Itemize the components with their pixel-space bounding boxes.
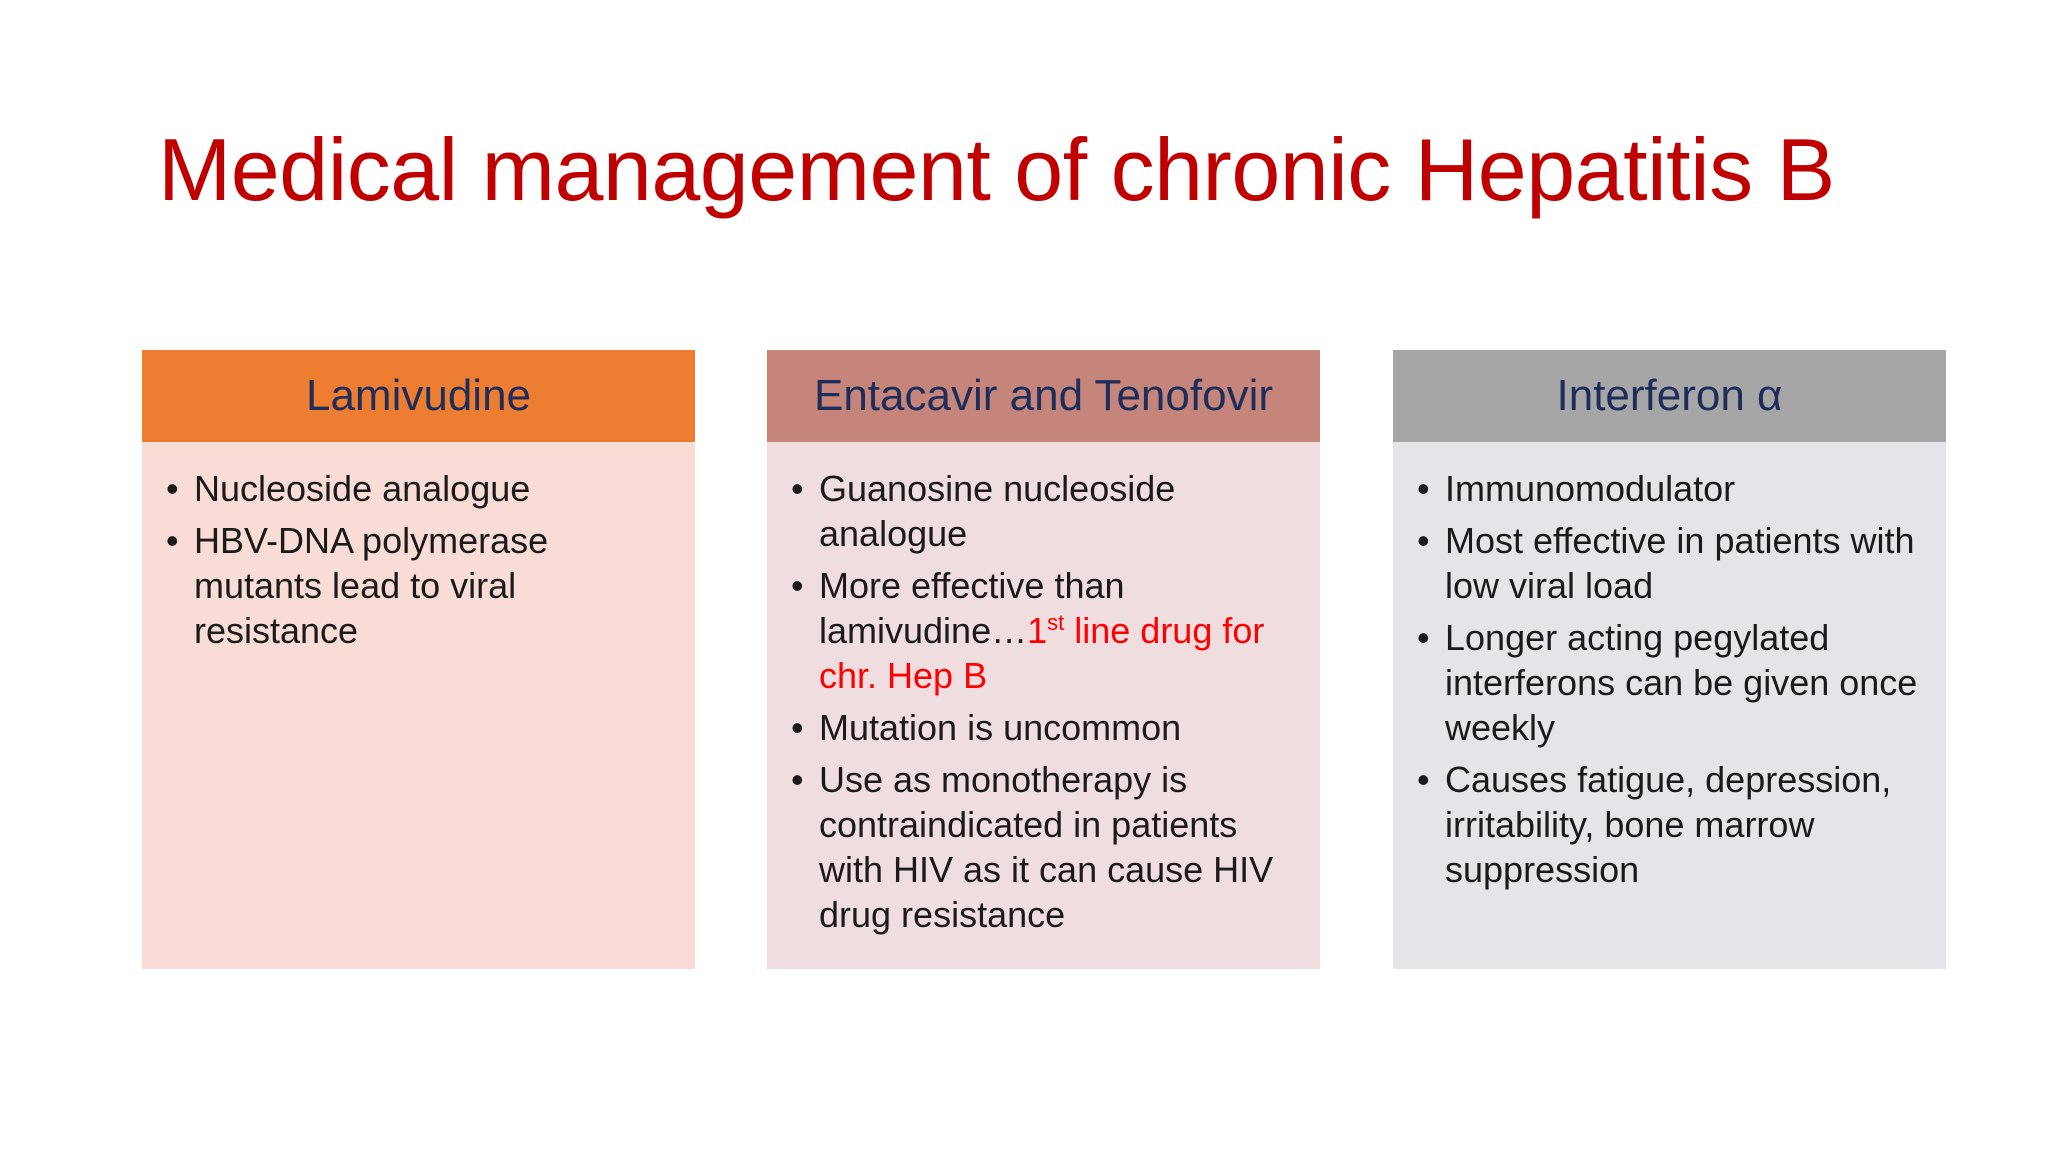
bullet-text: More effective than lamivudine… (819, 565, 1125, 651)
bullet-list (164, 466, 669, 653)
column-heading: Interferon α (1393, 350, 1946, 442)
column-entacavir-tenofovir (767, 350, 1320, 969)
bullet-dot-icon: • (1417, 759, 1430, 800)
bullet-item (789, 705, 1294, 750)
bullet-text: Causes fatigue, depression, irritability, bone marrow suppression (1445, 759, 1892, 890)
bullet-dot-icon: • (1417, 468, 1430, 509)
bullet-item (1415, 757, 1920, 892)
bullet-text: Use as monotherapy is contraindicated in patients with HIV as it can cause HIV drug resistance (819, 759, 1274, 935)
bullet-text: Immunomodulator (1445, 468, 1736, 509)
slide-title: Medical management of chronic Hepatitis B (158, 120, 1835, 219)
bullet-text: Most effective in patients with low viral load (1445, 520, 1915, 606)
bullet-list (1415, 466, 1920, 892)
column-interferon-alpha (1393, 350, 1946, 969)
bullet-text: Nucleoside analogue (194, 468, 531, 509)
highlighted-text: st (1047, 610, 1065, 635)
bullet-item (164, 466, 669, 511)
bullet-dot-icon: • (791, 468, 804, 509)
bullet-item (789, 563, 1294, 698)
column-heading: Entacavir and Tenofovir (767, 350, 1320, 442)
bullet-item (1415, 518, 1920, 608)
bullet-dot-icon: • (166, 468, 179, 509)
bullet-item (789, 757, 1294, 937)
column-body (142, 442, 695, 969)
bullet-text: HBV-DNA polymerase mutants lead to viral resistance (194, 520, 549, 651)
column-heading: Lamivudine (142, 350, 695, 442)
bullet-text: Longer acting pegylated interferons can be given once weekly (1445, 617, 1918, 748)
bullet-text: Mutation is uncommon (819, 707, 1182, 748)
bullet-dot-icon: • (791, 759, 804, 800)
bullet-dot-icon: • (166, 520, 179, 561)
bullet-dot-icon: • (791, 565, 804, 606)
column-body (1393, 442, 1946, 969)
highlighted-text: line drug for chr. Hep B (819, 610, 1265, 696)
bullet-dot-icon: • (791, 707, 804, 748)
bullet-text: Guanosine nucleoside analogue (819, 468, 1176, 554)
bullet-item (789, 466, 1294, 556)
bullet-dot-icon: • (1417, 617, 1430, 658)
column-body (767, 442, 1320, 969)
highlighted-text: 1 (1027, 610, 1048, 651)
bullet-item (1415, 615, 1920, 750)
bullet-item (164, 518, 669, 653)
bullet-item (1415, 466, 1920, 511)
bullet-list (789, 466, 1294, 937)
column-lamivudine (142, 350, 695, 969)
bullet-dot-icon: • (1417, 520, 1430, 561)
